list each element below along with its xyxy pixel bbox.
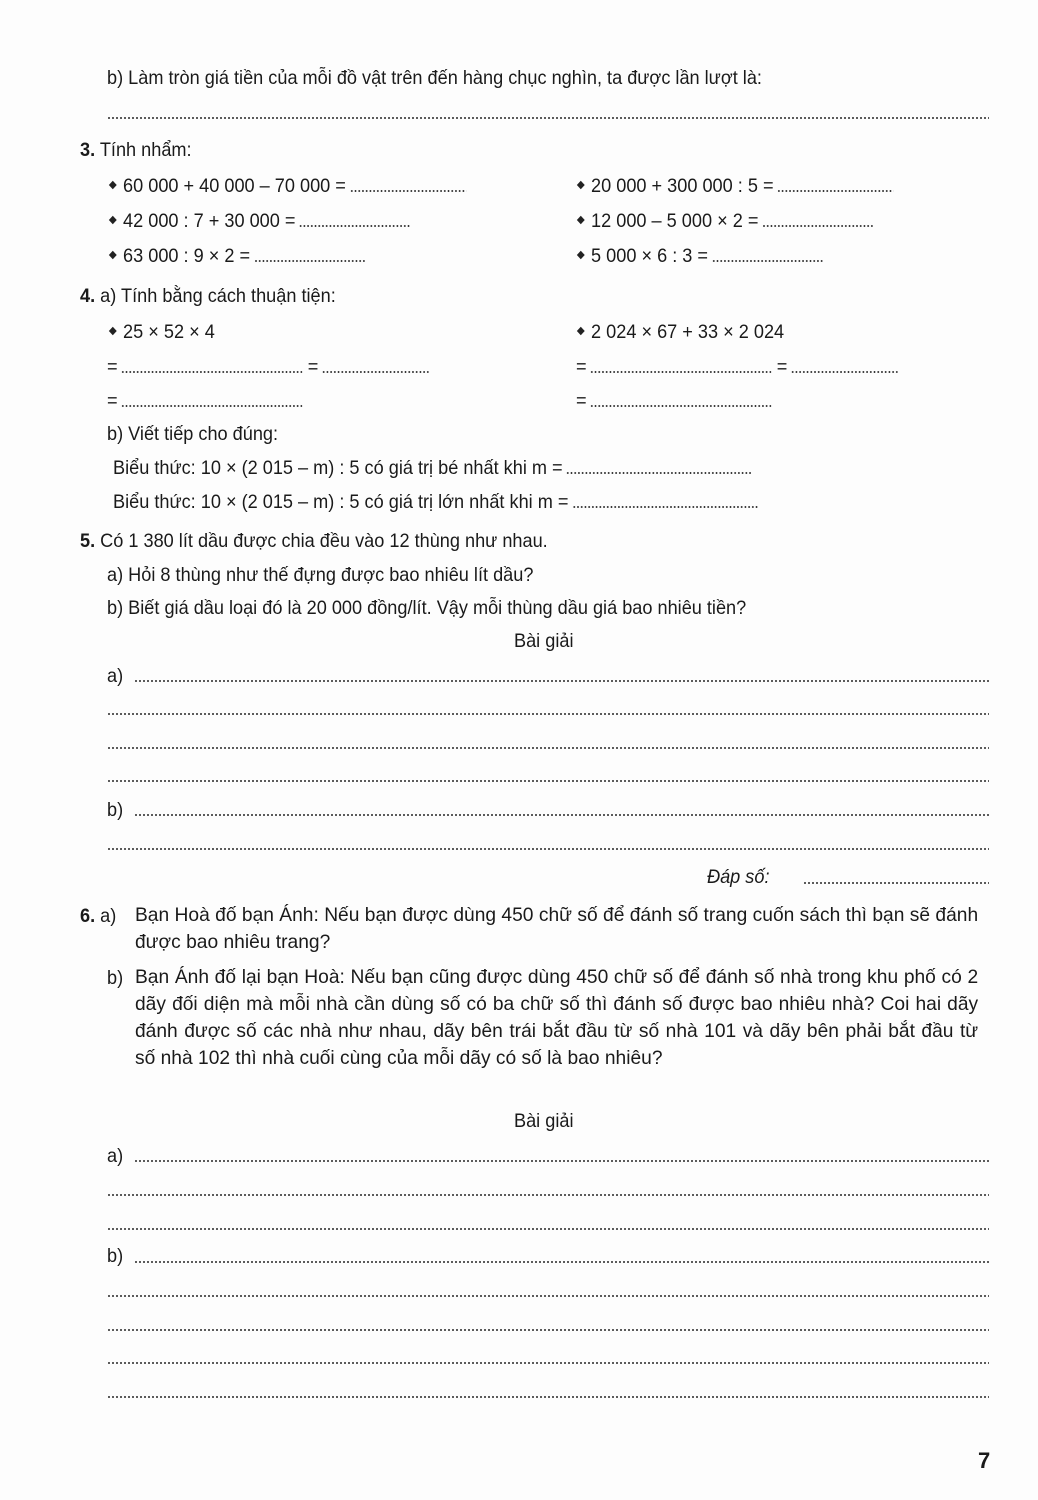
q5-answer-line[interactable] (107, 848, 989, 850)
q6-answer-line[interactable] (107, 1329, 989, 1331)
q6-number: 6. a) (80, 905, 117, 927)
q6-b-label: b) (107, 967, 124, 989)
q4-a-work-row-2-right: = (576, 389, 772, 413)
page-number: 7 (978, 1448, 991, 1473)
answer-blank[interactable] (777, 190, 893, 192)
q6-label-b: b) (107, 1245, 124, 1267)
q3-item-3: 42 000 : 7 + 30 000 = (110, 209, 411, 233)
q3-item-5: 63 000 : 9 × 2 = (110, 244, 365, 268)
q6-a-text: Bạn Hoà đố bạn Ánh: Nếu bạn được dùng 450 chữ số để đánh số trang cuốn sách thì bạn sẽ đánh được bao nhiêu trang? (135, 904, 979, 953)
bullet-diamond-icon (109, 327, 117, 335)
q5-label-b: b) (107, 799, 124, 821)
q4-heading (80, 284, 336, 308)
q5-number: 5. (80, 530, 96, 552)
answer-blank[interactable] (712, 260, 824, 262)
answer-blank[interactable] (566, 472, 752, 474)
q4-a-work-row-2-left: = (107, 389, 303, 413)
answer-blank[interactable] (121, 371, 302, 373)
q5-solution-title: Bài giải (514, 630, 574, 652)
q3-item-1: 60 000 + 40 000 – 70 000 = (110, 174, 466, 198)
q4-a-item-1: 25 × 52 × 4 (110, 320, 215, 344)
q3-title: Tính nhẩm: (99, 139, 192, 161)
q6-answer-line[interactable] (107, 1194, 989, 1196)
q3-heading (80, 138, 192, 162)
q4-a-work-row-1-right: = = (576, 355, 898, 379)
q4-a-item-2: 2 024 × 67 + 33 × 2 024 (578, 320, 784, 344)
bullet-diamond-icon (577, 251, 585, 259)
q4-b-title: b) Viết tiếp cho đúng: (107, 423, 279, 445)
bullet-diamond-icon (109, 216, 117, 224)
q4-b-line-1: Biểu thức: 10 × (2 015 – m) : 5 có giá trị bé nhất khi m = (113, 456, 752, 480)
q6-answer-line[interactable] (134, 1261, 989, 1263)
q6-answer-line[interactable] (134, 1160, 989, 1162)
q5-heading (80, 529, 548, 553)
q6-answer-line[interactable] (107, 1295, 989, 1297)
answer-blank[interactable] (322, 371, 429, 373)
q2b-answer-line[interactable] (107, 117, 989, 119)
q5-answer-line[interactable] (134, 814, 989, 816)
bullet-diamond-icon (577, 216, 585, 224)
answer-blank[interactable] (590, 405, 771, 407)
bullet-diamond-icon (109, 251, 117, 259)
q4-b-line-2: Biểu thức: 10 × (2 015 – m) : 5 có giá trị lớn nhất khi m = (113, 490, 758, 514)
q5-a: a) Hỏi 8 thùng như thế đựng được bao nhiêu lít dầu? (107, 564, 534, 586)
q6-answer-line[interactable] (107, 1396, 989, 1398)
q3-item-4: 12 000 – 5 000 × 2 = (578, 209, 874, 233)
q6-answer-line[interactable] (107, 1362, 989, 1364)
answer-blank[interactable] (572, 506, 758, 508)
q4-number: 4. (80, 285, 96, 307)
q4-a-work-row-1-left: = = (107, 355, 429, 379)
bullet-diamond-icon (577, 327, 585, 335)
q5-final-answer-line[interactable] (803, 882, 989, 884)
answer-blank[interactable] (762, 225, 874, 227)
q3-item-2: 20 000 + 300 000 : 5 = (578, 174, 894, 198)
q5-answer-label: Đáp số: (707, 866, 770, 888)
bullet-diamond-icon (109, 181, 117, 189)
q3-item-6: 5 000 × 6 : 3 = (578, 244, 823, 268)
q2b-text: b) Làm tròn giá tiền của mỗi đồ vật trên đến hàng chục nghìn, ta được lần lượt là: (107, 67, 762, 89)
q5-answer-line[interactable] (107, 780, 989, 782)
q6-answer-line[interactable] (107, 1228, 989, 1230)
q5-label-a: a) (107, 665, 124, 687)
answer-blank[interactable] (350, 190, 466, 192)
answer-blank[interactable] (121, 405, 302, 407)
q5-text: Có 1 380 lít dầu được chia đều vào 12 thùng như nhau. (100, 530, 548, 552)
q6-solution-title: Bài giải (514, 1110, 574, 1132)
q3-number: 3. (80, 139, 96, 161)
answer-blank[interactable] (299, 225, 411, 227)
q6-label-a: a) (107, 1145, 124, 1167)
answer-blank[interactable] (254, 260, 366, 262)
q4-a-title: a) Tính bằng cách thuận tiện: (100, 285, 336, 307)
answer-blank[interactable] (791, 371, 898, 373)
q5-answer-line[interactable] (107, 747, 989, 749)
q5-answer-line[interactable] (107, 713, 989, 715)
bullet-diamond-icon (577, 181, 585, 189)
answer-blank[interactable] (590, 371, 771, 373)
q5-b: b) Biết giá dầu loại đó là 20 000 đồng/lít. Vậy mỗi thùng dầu giá bao nhiêu tiền? (107, 597, 747, 619)
q6-b-text: Bạn Ánh đố lại bạn Hoà: Nếu bạn cũng được dùng 450 chữ số để đánh số nhà trong khu phố có 2 dãy đối diện mà mỗi nhà cần dùng số có ba chữ số thì đánh số được bao nhiêu nhà? Coi hai dãy đánh được số các nhà như nhau, dãy bên trái bắt đầu từ số nhà 101 và dãy bên phải bắt đầu từ số nhà 102 thì nhà cuối cùng của mỗi dãy có số là bao nhiêu? (135, 966, 979, 1069)
q5-answer-line[interactable] (134, 680, 989, 682)
